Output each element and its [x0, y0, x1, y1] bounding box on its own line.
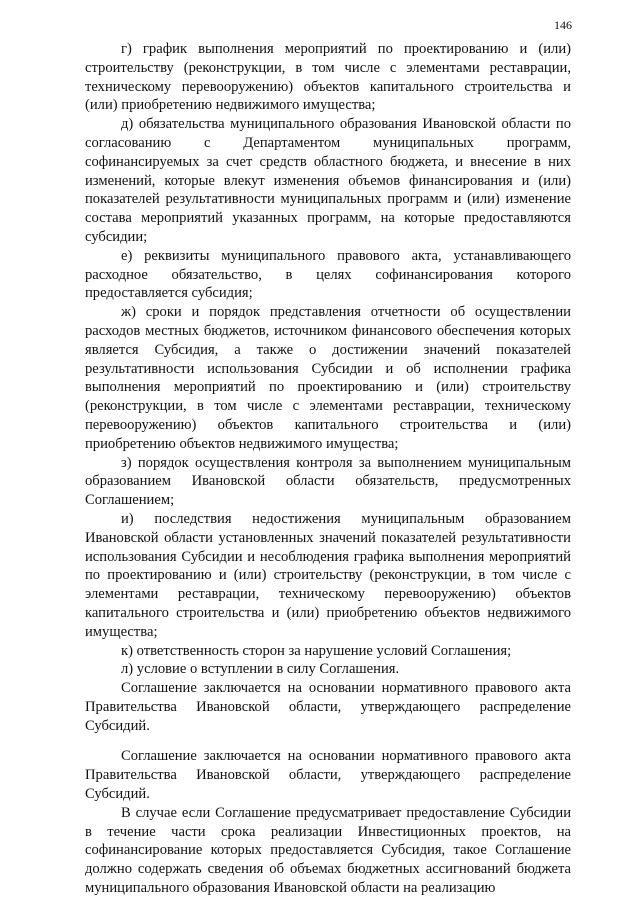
paragraph-i: и) последствия недостижения муниципальным образованием Ивановской области установленных значений показателей результативности использования Субсидии и несоблюдения графика выполнения мероприятий по проектированию и (или) строительству (реконструкции, в том числе с элементами реставрации, техническому перевооружению) объектов капитального строительства и (или) приобретению объектов недвижимого имущества;	[85, 510, 571, 640]
paragraph-l: л) условие о вступлении в силу Соглашения.	[121, 661, 400, 678]
paragraph-e: е) реквизиты муниципального правового акта, устанавливающего расходное обязательство, в целях софинансирования которого предоставляется субсидия;	[85, 247, 571, 302]
paragraph-zh: ж) сроки и порядок представления отчетности об осуществлении расходов местных бюджетов, источником финансового обеспечения которых является Субсидия, а также о достижении значений показателей результативности использования Субсидии и об исполнении графика выполнения мероприятий по проектированию и (или) строительству (реконструкции, в том числе с элементами реставрации, техническому перевооружению) объектов капитального строительства и (или) приобретению объектов недвижимого имущества;	[85, 304, 571, 452]
paragraph-g: г) график выполнения мероприятий по проектированию и (или) строительству (реконструкции, в том числе с элементами реставрации, техническому перевооружению) объектов капитального строительства и (или) приобретению недвижимого имущества;	[85, 41, 571, 114]
document-body	[85, 40, 571, 898]
paragraph-agreement-basis-2: Соглашение заключается на основании нормативного правового акта Правительства Ивановской области, утверждающего распределение Субсидий.	[85, 748, 571, 803]
paragraph-d: д) обязательства муниципального образования Ивановской области по согласованию с Департаментом муниципальных программ, софинансируемых за счет средств областного бюджета, и внесение в них изменений, которые влекут изменения объемов финансирования и (или) показателей результативности муниципальных программ и (или) изменение состава мероприятий указанных программ, на которые предоставляются субсидии;	[85, 116, 571, 245]
page-number: 146	[554, 18, 572, 32]
paragraph-k: к) ответственность сторон за нарушение условий Соглашения;	[121, 642, 512, 659]
paragraph-agreement-basis-1: Соглашение заключается на основании нормативного правового акта Правительства Ивановской области, утверждающего распределение Субсидий.	[85, 680, 571, 734]
paragraph-subsidy-period: В случае если Соглашение предусматривает предоставление Субсидии в течение части срока реализации Инвестиционных проектов, на софинансирование которых предоставляется Субсидия, такое Соглашение должно содержать сведения об объемах бюджетных ассигнований бюджета муниципального образования Ивановской области на реализацию	[85, 804, 571, 897]
paragraph-z: з) порядок осуществления контроля за выполнением муниципальным образованием Ивановской области обязательств, предусмотренных Соглашением;	[85, 454, 571, 509]
